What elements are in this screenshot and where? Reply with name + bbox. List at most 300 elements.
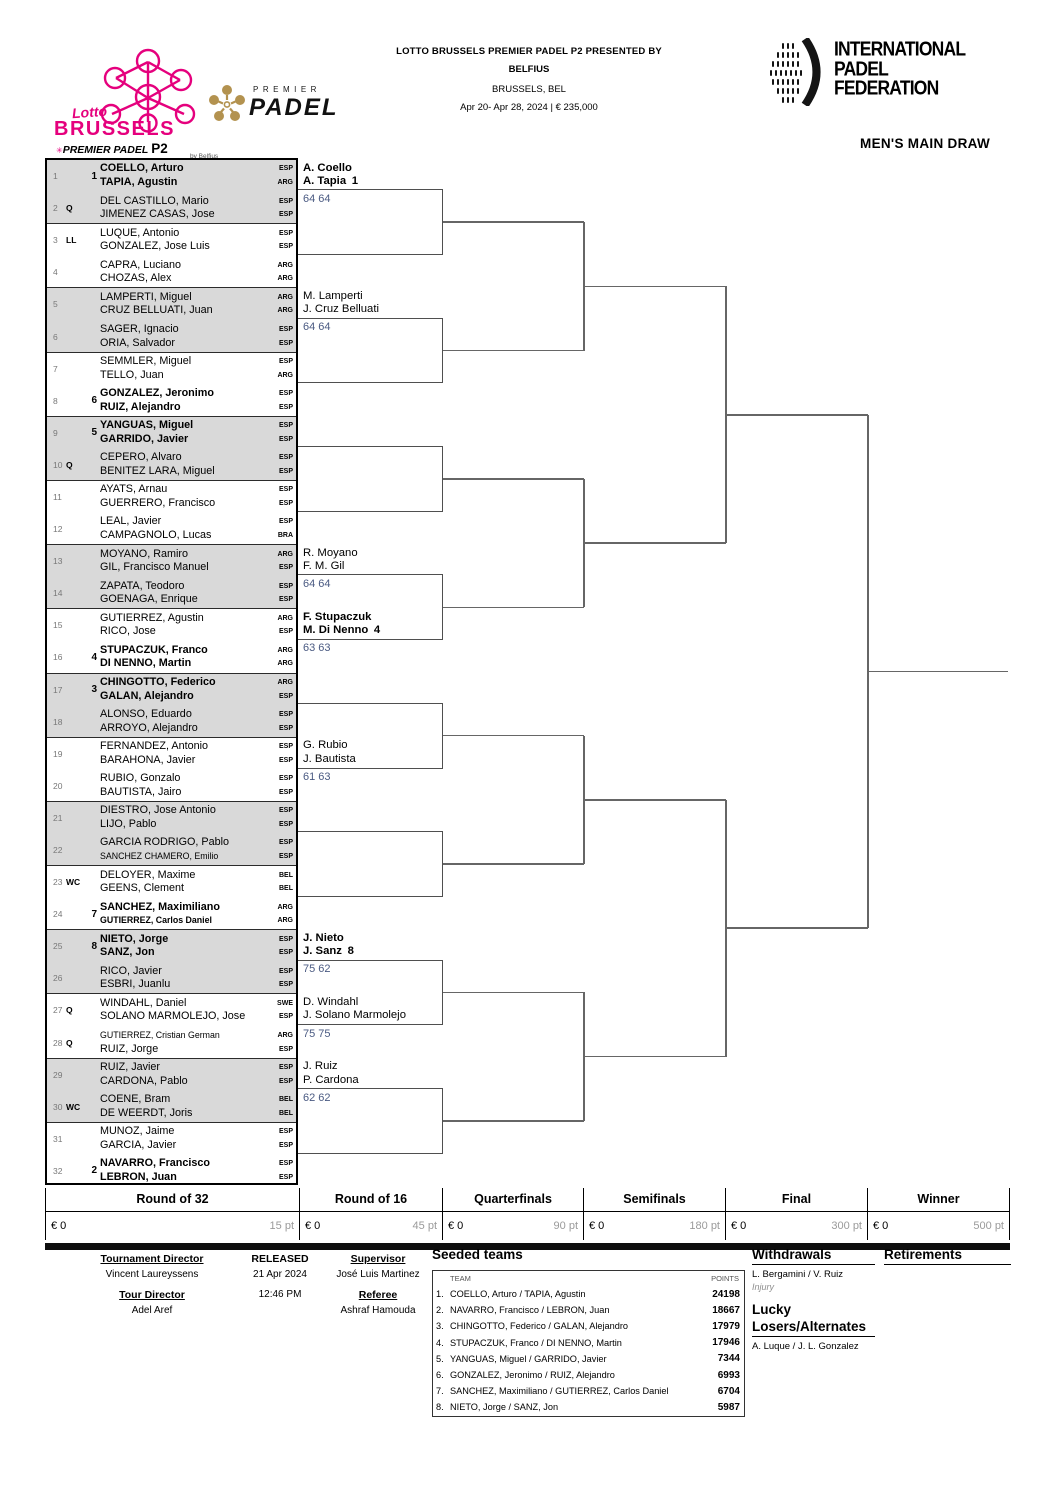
r16-winner-team — [303, 547, 455, 574]
entry-status: Q — [66, 1037, 73, 1048]
round-prize: € 0 — [448, 1220, 464, 1232]
team-players — [100, 965, 271, 992]
sf-feed-line — [584, 286, 726, 288]
entry-number: 20 — [53, 780, 63, 791]
premier-padel-p2-text: ✳PREMIER PADEL P2 — [56, 141, 168, 156]
by-belfius-text: by Belfius — [190, 153, 219, 160]
player1-name: AYATS, Arnau — [100, 483, 168, 496]
match-score: 61 63 — [303, 770, 331, 783]
seeded-team-row — [433, 1367, 744, 1383]
seeded-col-points: POINTS — [711, 1274, 739, 1283]
player2-name: DE WEERDT, Joris — [100, 1106, 193, 1119]
r16-winner-player1: A. Coello — [303, 161, 352, 174]
country-codes — [271, 804, 296, 831]
qf-feed-line — [443, 1120, 584, 1122]
player1-country: SWE — [277, 999, 293, 1007]
player2-country: ESP — [278, 820, 293, 828]
player1-name: CAPRA, Luciano — [100, 258, 182, 271]
player2-name: GEENS, Clement — [100, 882, 185, 895]
entry-number: 13 — [53, 556, 63, 567]
withdrawals-block — [752, 1247, 875, 1352]
entry-number: 18 — [53, 716, 63, 727]
entry-status: WC — [66, 1101, 81, 1112]
entry-number: 10 — [53, 459, 63, 470]
player2-country: ESP — [278, 756, 293, 764]
r16-winner-player2: P. Cardona — [303, 1073, 359, 1086]
entry-number: 26 — [53, 973, 63, 984]
seeded-team-points: 6993 — [717, 1369, 740, 1381]
player2-name: BARAHONA, Javier — [100, 753, 196, 766]
qf-feed-line — [443, 863, 584, 865]
player1-country: ESP — [278, 197, 293, 205]
team-row — [47, 641, 296, 673]
draw-pair — [47, 160, 296, 224]
r16-winner-player2: F. M. Gil — [303, 560, 345, 573]
entry-number: 24 — [53, 909, 63, 920]
player1-country: ESP — [278, 454, 293, 462]
player2-name: CHOZAS, Alex — [100, 272, 172, 285]
r16-winner-player2: J. Bautista — [303, 752, 356, 765]
round-of-32-table — [45, 158, 298, 1185]
team-row — [47, 320, 296, 352]
country-codes — [271, 355, 296, 382]
r16-winner-team — [303, 932, 455, 959]
released-block — [236, 1253, 324, 1300]
player1-name: COELLO, Arturo — [100, 162, 184, 175]
entry-number: 25 — [53, 941, 63, 952]
player2-country: ESP — [278, 853, 293, 861]
country-codes — [271, 419, 296, 446]
player2-name: CRUZ BELLUATI, Juan — [100, 304, 213, 317]
team-players — [100, 804, 271, 831]
seeded-team-row — [433, 1351, 744, 1367]
seeded-team-name: NIETO, Jorge / SANZ, Jon — [450, 1402, 559, 1413]
entry-number: 8 — [53, 395, 58, 406]
country-codes — [271, 387, 296, 414]
sf-feed-line — [584, 542, 726, 544]
seeded-team-name: COELLO, Arturo / TAPIA, Agustin — [450, 1289, 586, 1300]
seed-number: 2 — [91, 1165, 97, 1177]
r16-winner-team — [303, 290, 455, 317]
seeded-team-points: 5987 — [717, 1401, 740, 1413]
player1-name: WINDAHL, Daniel — [100, 996, 187, 1009]
referee-label: Referee — [358, 1289, 398, 1301]
team-row — [47, 224, 296, 256]
lucky-loser-entry: A. Luque / J. L. Gonzalez — [752, 1341, 859, 1352]
match-score: 75 75 — [303, 1027, 331, 1040]
player2-name: RUIZ, Alejandro — [100, 400, 181, 413]
tournament-location: BRUSSELS, BEL — [492, 84, 566, 95]
seed-number: 6 — [91, 395, 97, 407]
entry-status: LL — [66, 235, 77, 246]
team-players — [100, 644, 271, 671]
player2-name: BAUTISTA, Jairo — [100, 785, 182, 798]
team-row — [47, 930, 296, 962]
entry-number: 14 — [53, 588, 63, 599]
r16-winner-player1: M. Lamperti — [303, 289, 363, 302]
team-players — [100, 195, 271, 222]
team-row — [47, 449, 296, 481]
entry-status: Q — [66, 459, 73, 470]
player1-country: ESP — [278, 518, 293, 526]
team-players — [100, 1061, 271, 1088]
player2-name: RICO, Jose — [100, 625, 156, 638]
country-codes — [271, 195, 296, 222]
player1-country: ARG — [277, 678, 293, 686]
team-row — [47, 256, 296, 288]
seed-number: 1 — [91, 170, 97, 182]
brussels-text: BRUSSELS — [54, 118, 175, 140]
sf-feed-line — [584, 799, 726, 801]
seeded-rank: 8. — [436, 1402, 444, 1413]
entry-number: 17 — [53, 684, 63, 695]
entry-number: 30 — [53, 1101, 63, 1112]
released-label: RELEASED — [251, 1253, 309, 1265]
rounds-points-bar — [45, 1188, 1010, 1240]
player1-country: ARG — [277, 1031, 293, 1039]
sf-feed-line — [584, 1056, 726, 1058]
player1-name: DEL CASTILLO, Mario — [100, 194, 209, 207]
round-column-winner — [868, 1188, 1010, 1240]
player1-country: BEL — [279, 871, 293, 879]
country-codes — [271, 836, 296, 863]
country-codes — [271, 1061, 296, 1088]
final-feed-line — [726, 414, 868, 416]
tournament-title-line1: LOTTO BRUSSELS PREMIER PADEL P2 PRESENTED BY — [396, 46, 662, 57]
team-players — [100, 259, 271, 286]
country-codes — [271, 1093, 296, 1120]
player1-country: BEL — [279, 1096, 293, 1104]
player1-name: SANCHEZ, Maximiliano — [100, 900, 220, 913]
player2-name: GOENAGA, Enrique — [100, 593, 198, 606]
seeded-rank: 5. — [436, 1353, 444, 1364]
player2-name: JIMENEZ CASAS, Jose — [100, 208, 215, 221]
team-row — [47, 834, 296, 866]
seeded-rank: 3. — [436, 1321, 444, 1332]
team-players — [100, 708, 271, 735]
team-players — [100, 291, 271, 318]
qf-feed-line — [443, 221, 584, 223]
seeded-team-name: SANCHEZ, Maximiliano / GUTIERREZ, Carlos Daniel — [450, 1386, 669, 1397]
draw-pair — [47, 1123, 296, 1187]
entry-number: 2 — [53, 203, 58, 214]
player1-country: ESP — [278, 967, 293, 975]
player1-name: FERNANDEZ, Antonio — [100, 740, 209, 753]
team-players — [100, 162, 271, 189]
r16-winner-player2: J. Solano Marmolejo — [303, 1009, 406, 1022]
player2-country: ARG — [277, 917, 293, 925]
seeded-rank: 4. — [436, 1337, 444, 1348]
country-codes — [271, 1157, 296, 1184]
round-values — [300, 1212, 442, 1240]
seed-number: 4 — [91, 651, 97, 663]
round-prize: € 0 — [589, 1220, 605, 1232]
round-values — [868, 1212, 1009, 1240]
team-players — [100, 997, 271, 1024]
player1-country: ARG — [277, 614, 293, 622]
seeded-team-name: GONZALEZ, Jeronimo / RUIZ, Alejandro — [450, 1370, 615, 1381]
round-prize: € 0 — [51, 1220, 67, 1232]
team-row — [47, 1123, 296, 1155]
team-row — [47, 192, 296, 224]
lotto-script-text: Lotto — [71, 102, 108, 122]
player2-name: SANCHEZ CHAMERO, Emilio — [100, 851, 219, 862]
entry-status: WC — [66, 877, 81, 888]
seeded-rank: 2. — [436, 1305, 444, 1316]
team-players — [100, 451, 271, 478]
lucky-losers-title-line1: Lucky — [752, 1302, 792, 1317]
team-players — [100, 1157, 271, 1184]
supervisor-label: Supervisor — [350, 1253, 406, 1265]
player2-country: ESP — [278, 788, 293, 796]
player2-name: TELLO, Juan — [100, 368, 164, 381]
r16-winner-player2: M. Di Nenno 4 — [303, 624, 381, 637]
entry-number: 3 — [53, 235, 58, 246]
player1-country: ESP — [278, 358, 293, 366]
team-row — [47, 609, 296, 641]
r16-winner-player2: J. Sanz 8 — [303, 945, 354, 958]
entry-number: 27 — [53, 1005, 63, 1016]
premier-padel-logo — [207, 82, 367, 128]
seed-number: 8 — [91, 940, 97, 952]
player1-country: ESP — [278, 743, 293, 751]
team-row — [47, 1059, 296, 1091]
player2-name: RUIZ, Jorge — [100, 1042, 159, 1055]
padel-text: PADEL — [249, 94, 339, 121]
round-values — [584, 1212, 725, 1240]
tournament-director-name: Vincent Laureyssens — [105, 1269, 199, 1280]
team-players — [100, 740, 271, 767]
team-row — [47, 898, 296, 930]
player1-name: SAGER, Ignacio — [100, 322, 179, 335]
country-codes — [271, 965, 296, 992]
round-label: Quarterfinals — [443, 1188, 583, 1212]
country-codes — [271, 676, 296, 703]
team-players — [100, 548, 271, 575]
r16-winner-team — [303, 996, 455, 1023]
match-score: 62 62 — [303, 1091, 331, 1104]
player2-name: ARROYO, Alejandro — [100, 721, 198, 734]
draw-title: MEN'S MAIN DRAW — [860, 136, 990, 151]
r16-winner-player1: D. Windahl — [303, 996, 359, 1009]
withdrawal-reason: Injury — [752, 1282, 775, 1292]
seeded-team-name: NAVARRO, Francisco / LEBRON, Juan — [450, 1305, 610, 1316]
round-prize: € 0 — [731, 1220, 747, 1232]
entry-status: Q — [66, 203, 73, 214]
seeded-team-points: 17946 — [712, 1337, 740, 1349]
country-codes — [271, 708, 296, 735]
draw-pair — [47, 288, 296, 352]
entry-number: 9 — [53, 427, 58, 438]
round-values — [726, 1212, 867, 1240]
player1-country: ESP — [278, 582, 293, 590]
retirements-title: Retirements — [884, 1247, 1011, 1265]
player2-country: ARG — [277, 275, 293, 283]
player2-country: ESP — [278, 403, 293, 411]
country-codes — [271, 451, 296, 478]
country-codes — [271, 933, 296, 960]
player1-country: ESP — [278, 839, 293, 847]
team-row — [47, 481, 296, 513]
tournament-header — [359, 46, 699, 113]
round-column-quarterfinals — [443, 1188, 584, 1240]
seeded-team-row — [433, 1286, 744, 1302]
final-feed-line — [726, 927, 868, 929]
country-codes — [271, 1029, 296, 1056]
tour-director-label: Tour Director — [119, 1289, 185, 1301]
r16-winner-player1: J. Ruiz — [303, 1060, 338, 1073]
player2-name: DI NENNO, Martin — [100, 657, 192, 670]
withdrawal-entry: L. Bergamini / V. Ruiz — [752, 1269, 843, 1280]
team-players — [100, 612, 271, 639]
seeded-rank: 1. — [436, 1289, 444, 1300]
team-row — [47, 770, 296, 802]
seeded-team-row — [433, 1335, 744, 1351]
player2-country: BEL — [279, 885, 293, 893]
entry-number: 4 — [53, 267, 58, 278]
draw-pair — [47, 353, 296, 417]
seeded-team-points: 6704 — [717, 1385, 740, 1397]
player1-name: DIESTRO, Jose Antonio — [100, 804, 216, 817]
player1-name: LEAL, Javier — [100, 515, 162, 528]
round-label: Semifinals — [584, 1188, 725, 1212]
seeded-team-points: 7344 — [717, 1353, 740, 1365]
seeded-team-row — [433, 1399, 744, 1415]
entry-number: 15 — [53, 620, 63, 631]
released-date: 21 Apr 2024 — [253, 1269, 307, 1280]
draw-pair — [47, 802, 296, 866]
entry-number: 29 — [53, 1069, 63, 1080]
tournament-director-label: Tournament Director — [100, 1253, 204, 1265]
round-points: 90 pt — [553, 1220, 578, 1232]
entry-number: 11 — [53, 491, 62, 502]
player2-country: ESP — [278, 243, 293, 251]
player2-name: GONZALEZ, Jose Luis — [100, 240, 210, 253]
match-score: 64 64 — [303, 193, 331, 206]
player2-name: CAMPAGNOLO, Lucas — [100, 529, 212, 542]
round-prize: € 0 — [305, 1220, 321, 1232]
round-column-final — [726, 1188, 868, 1240]
match-score: 64 64 — [303, 321, 331, 334]
team-row — [47, 674, 296, 706]
r16-winner-team — [303, 162, 455, 189]
country-codes — [271, 1125, 296, 1152]
entry-number: 12 — [53, 524, 63, 535]
player1-country: ESP — [278, 486, 293, 494]
round-points: 500 pt — [973, 1220, 1004, 1232]
country-codes — [271, 612, 296, 639]
team-players — [100, 1029, 271, 1056]
team-row — [47, 288, 296, 320]
r16-winner-team — [303, 611, 455, 638]
team-players — [100, 227, 271, 254]
player1-country: ARG — [277, 261, 293, 269]
team-players — [100, 515, 271, 542]
team-players — [100, 323, 271, 350]
tournament-director-block — [68, 1253, 236, 1316]
player2-name: SOLANO MARMOLEJO, Jose — [100, 1010, 246, 1023]
player2-name: ESBRI, Juanlu — [100, 978, 171, 991]
team-players — [100, 869, 271, 896]
entry-number: 32 — [53, 1165, 63, 1176]
draw-pair — [47, 994, 296, 1058]
seeded-teams-title: Seeded teams — [432, 1247, 523, 1262]
player2-name: GUTIERREZ, Carlos Daniel — [100, 915, 212, 926]
team-row — [47, 706, 296, 738]
player1-name: RICO, Javier — [100, 964, 162, 977]
player2-name: CARDONA, Pablo — [100, 1074, 188, 1087]
round-points: 300 pt — [831, 1220, 862, 1232]
player1-name: LUQUE, Antonio — [100, 226, 180, 239]
player2-country: ESP — [278, 724, 293, 732]
r16-winner-player1: F. Stupaczuk — [303, 610, 372, 623]
team-row — [47, 513, 296, 545]
supervisor-block — [322, 1253, 434, 1316]
country-codes — [271, 901, 296, 928]
player1-name: MUNOZ, Jaime — [100, 1125, 175, 1138]
draw-pair — [47, 866, 296, 930]
team-row — [47, 545, 296, 577]
seeded-team-name: CHINGOTTO, Federico / GALAN, Alejandro — [450, 1321, 629, 1332]
player2-name: GUERRERO, Francisco — [100, 496, 216, 509]
team-row — [47, 160, 296, 192]
team-row — [47, 1091, 296, 1123]
ipf-wordmark: INTERNATIONAL PADEL FEDERATION — [834, 36, 966, 100]
player2-name: LEBRON, Juan — [100, 1170, 177, 1183]
withdrawals-title: Withdrawals — [752, 1247, 875, 1265]
draw-pair — [47, 1059, 296, 1123]
draw-pair — [47, 417, 296, 481]
player2-name: GARCIA, Javier — [100, 1138, 177, 1151]
round-label: Round of 16 — [300, 1188, 442, 1212]
player1-name: GUTIERREZ, Cristian German — [100, 1029, 220, 1040]
round16-match-box — [298, 446, 443, 512]
country-codes — [271, 515, 296, 542]
team-players — [100, 1125, 271, 1152]
round-points: 45 pt — [412, 1220, 437, 1232]
team-players — [100, 901, 271, 928]
country-codes — [271, 740, 296, 767]
seeded-team-points: 18667 — [712, 1304, 740, 1316]
player2-country: ESP — [278, 628, 293, 636]
round-column-semifinals — [584, 1188, 726, 1240]
player1-country: ESP — [278, 711, 293, 719]
seeded-rank: 7. — [436, 1386, 444, 1397]
tour-director-name: Adel Aref — [131, 1305, 173, 1316]
player2-country: BRA — [277, 532, 293, 540]
qf-feed-line — [443, 350, 584, 352]
premier-padel-flower-icon — [207, 84, 247, 126]
tournament-dates-prize: Apr 20- Apr 28, 2024 | € 235,000 — [460, 102, 598, 113]
team-players — [100, 419, 271, 446]
r16-winner-player1: R. Moyano — [303, 546, 358, 559]
seeded-team-points: 24198 — [712, 1288, 740, 1300]
player1-country: ESP — [278, 325, 293, 333]
player1-country: ARG — [277, 550, 293, 558]
round-points: 15 pt — [269, 1220, 294, 1232]
player1-name: GUTIERREZ, Agustin — [100, 611, 204, 624]
round-label: Final — [726, 1188, 867, 1212]
player1-country: ESP — [278, 935, 293, 943]
round-column-round-of-32 — [45, 1188, 300, 1240]
player1-country: ESP — [278, 807, 293, 815]
match-score: 63 63 — [303, 642, 331, 655]
team-players — [100, 483, 271, 510]
released-time: 12:46 PM — [258, 1289, 302, 1300]
player2-country: ARG — [277, 371, 293, 379]
country-codes — [271, 227, 296, 254]
player2-country: ARG — [277, 660, 293, 668]
